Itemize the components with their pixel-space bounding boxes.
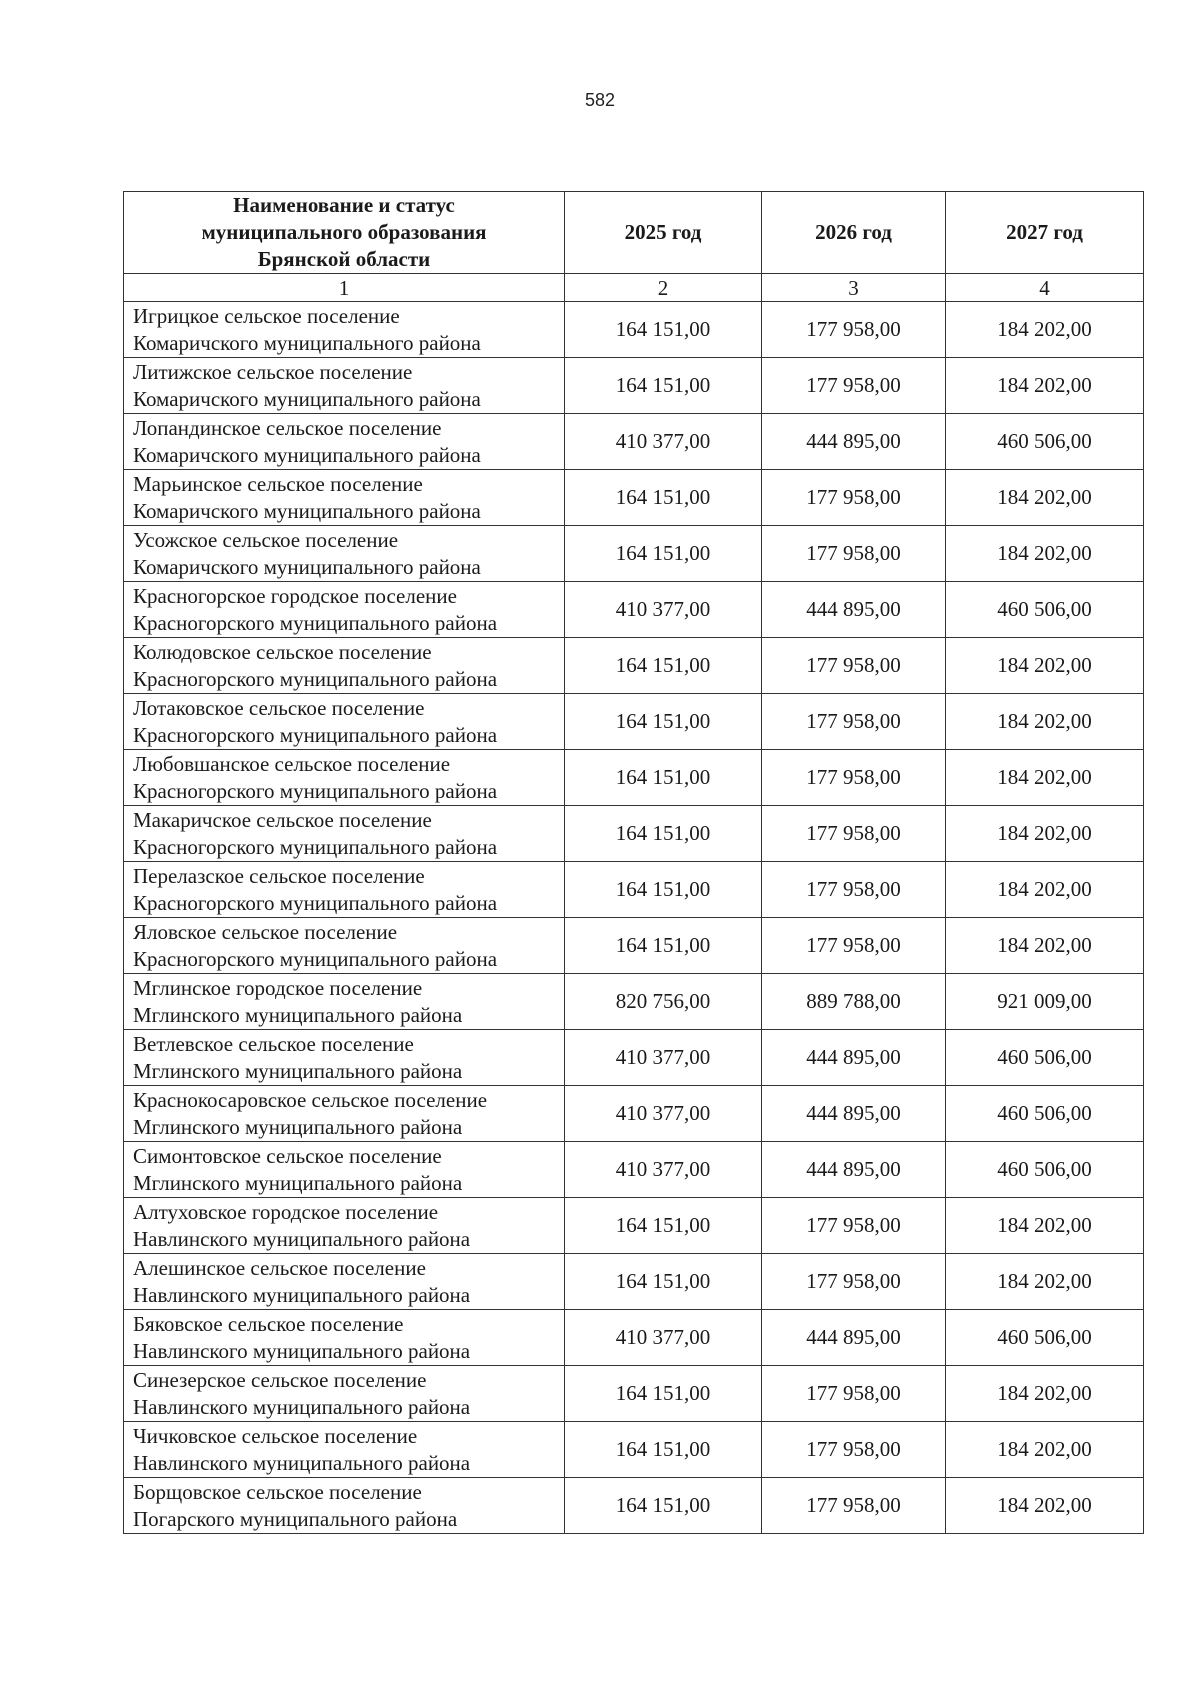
municipality-name-cell [124, 1086, 565, 1142]
value-2025-cell: 164 151,00 [565, 1422, 762, 1478]
value-2027-cell: 460 506,00 [946, 1310, 1144, 1366]
municipality-name-line: Чичковское сельское поселение [133, 1423, 418, 1448]
municipality-name-cell [124, 862, 565, 918]
index-cell: 1 [124, 274, 565, 302]
header-name-line: муниципального образования [201, 220, 487, 244]
header-2027: 2027 год [946, 192, 1144, 274]
value-2025-cell: 164 151,00 [565, 806, 762, 862]
value-2025-cell: 164 151,00 [565, 862, 762, 918]
municipality-name-cell [124, 1478, 565, 1534]
value-2027-cell: 460 506,00 [946, 414, 1144, 470]
municipality-name-line: Бяковское сельское поселение [133, 1311, 404, 1336]
value-2027-cell: 184 202,00 [946, 750, 1144, 806]
value-2025-cell: 410 377,00 [565, 582, 762, 638]
municipality-name-line: Литижское сельское поселение [133, 359, 413, 384]
table-row [124, 1366, 1144, 1422]
table-row [124, 638, 1144, 694]
table-row [124, 414, 1144, 470]
value-2025-cell: 164 151,00 [565, 918, 762, 974]
municipality-name-line: Мглинское городское поселение [133, 975, 423, 1000]
value-2026-cell: 444 895,00 [762, 582, 946, 638]
value-2026-cell: 177 958,00 [762, 358, 946, 414]
value-2026-cell: 177 958,00 [762, 526, 946, 582]
value-2027-cell: 460 506,00 [946, 582, 1144, 638]
table-row [124, 862, 1144, 918]
value-2025-cell: 164 151,00 [565, 1366, 762, 1422]
value-2025-cell: 164 151,00 [565, 750, 762, 806]
municipality-name-line: Марьинское сельское поселение [133, 471, 423, 496]
value-2025-cell: 410 377,00 [565, 1086, 762, 1142]
value-2026-cell: 444 895,00 [762, 1142, 946, 1198]
value-2025-cell: 410 377,00 [565, 1142, 762, 1198]
header-2025: 2025 год [565, 192, 762, 274]
value-2026-cell: 177 958,00 [762, 918, 946, 974]
value-2025-cell: 820 756,00 [565, 974, 762, 1030]
municipality-name-cell [124, 1142, 565, 1198]
value-2025-cell: 164 151,00 [565, 358, 762, 414]
table-row [124, 582, 1144, 638]
value-2027-cell: 184 202,00 [946, 358, 1144, 414]
value-2027-cell: 184 202,00 [946, 806, 1144, 862]
value-2026-cell: 177 958,00 [762, 806, 946, 862]
municipality-name-cell [124, 582, 565, 638]
municipality-name-line: Алтуховское городское поселение [133, 1199, 439, 1224]
value-2026-cell: 444 895,00 [762, 414, 946, 470]
value-2027-cell: 184 202,00 [946, 694, 1144, 750]
value-2027-cell: 184 202,00 [946, 470, 1144, 526]
municipality-name-cell [124, 1198, 565, 1254]
table-row [124, 694, 1144, 750]
value-2025-cell: 164 151,00 [565, 694, 762, 750]
value-2026-cell: 444 895,00 [762, 1086, 946, 1142]
municipality-name-cell [124, 806, 565, 862]
table-body [124, 302, 1144, 1534]
table-row [124, 1030, 1144, 1086]
municipality-name-line: Красногорского муниципального района [133, 778, 498, 803]
value-2025-cell: 410 377,00 [565, 1030, 762, 1086]
value-2025-cell: 164 151,00 [565, 1478, 762, 1534]
municipality-name-line: Мглинского муниципального района [133, 1002, 463, 1027]
municipality-name-line: Перелазское сельское поселение [133, 863, 425, 888]
value-2027-cell: 184 202,00 [946, 1254, 1144, 1310]
value-2027-cell: 184 202,00 [946, 1422, 1144, 1478]
municipality-name-cell [124, 1366, 565, 1422]
municipality-name-line: Красногорского муниципального района [133, 834, 498, 859]
value-2027-cell: 184 202,00 [946, 918, 1144, 974]
municipality-name-cell [124, 638, 565, 694]
table-row [124, 526, 1144, 582]
municipality-name-cell [124, 1030, 565, 1086]
municipality-name-line: Комаричского муниципального района [133, 498, 481, 523]
municipality-name-cell [124, 414, 565, 470]
municipality-name-line: Мглинского муниципального района [133, 1114, 463, 1139]
value-2025-cell: 164 151,00 [565, 1198, 762, 1254]
page-number: 582 [584, 90, 616, 110]
value-2027-cell: 184 202,00 [946, 1198, 1144, 1254]
municipality-name-line: Игрицкое сельское поселение [133, 303, 400, 328]
municipality-name-line: Алешинское сельское поселение [133, 1255, 426, 1280]
value-2026-cell: 177 958,00 [762, 1198, 946, 1254]
municipality-name-line: Любовшанское сельское поселение [133, 751, 451, 776]
municipality-name-cell [124, 358, 565, 414]
municipality-name-line: Комаричского муниципального района [133, 386, 481, 411]
table-row [124, 302, 1144, 358]
table-row [124, 470, 1144, 526]
municipality-name-line: Красногорское городское поселение [133, 583, 457, 608]
municipality-name-line: Навлинского муниципального района [133, 1282, 471, 1307]
municipality-name-line: Яловское сельское поселение [133, 919, 398, 944]
value-2027-cell: 460 506,00 [946, 1030, 1144, 1086]
municipality-name-line: Красногорского муниципального района [133, 610, 498, 635]
value-2027-cell: 460 506,00 [946, 1086, 1144, 1142]
table-row [124, 1198, 1144, 1254]
municipality-name-line: Синезерское сельское поселение [133, 1367, 427, 1392]
municipality-name-cell [124, 1422, 565, 1478]
header-row [124, 192, 1144, 274]
municipality-name-line: Навлинского муниципального района [133, 1394, 471, 1419]
municipality-name-line: Красногорского муниципального района [133, 666, 498, 691]
municipality-name-cell [124, 470, 565, 526]
municipality-name-line: Навлинского муниципального района [133, 1338, 471, 1363]
municipality-name-cell [124, 302, 565, 358]
table-row [124, 1142, 1144, 1198]
municipality-name-line: Колюдовское сельское поселение [133, 639, 432, 664]
value-2026-cell: 177 958,00 [762, 750, 946, 806]
value-2026-cell: 177 958,00 [762, 1478, 946, 1534]
value-2027-cell: 184 202,00 [946, 1366, 1144, 1422]
municipality-name-cell [124, 694, 565, 750]
municipality-name-cell [124, 1310, 565, 1366]
table-row [124, 806, 1144, 862]
header-name-line: Брянской области [257, 247, 431, 271]
municipality-name-line: Усожское сельское поселение [133, 527, 399, 552]
value-2026-cell: 177 958,00 [762, 470, 946, 526]
value-2027-cell: 184 202,00 [946, 526, 1144, 582]
header-name-column [124, 192, 565, 274]
index-row [124, 274, 1144, 302]
municipality-name-cell [124, 918, 565, 974]
value-2026-cell: 177 958,00 [762, 302, 946, 358]
municipality-name-line: Красногорского муниципального района [133, 946, 498, 971]
municipality-name-cell [124, 974, 565, 1030]
table-row [124, 358, 1144, 414]
value-2026-cell: 177 958,00 [762, 1422, 946, 1478]
value-2025-cell: 164 151,00 [565, 638, 762, 694]
value-2027-cell: 921 009,00 [946, 974, 1144, 1030]
municipality-name-cell [124, 1254, 565, 1310]
index-cell: 3 [762, 274, 946, 302]
table-row [124, 974, 1144, 1030]
table-row [124, 1254, 1144, 1310]
municipality-name-line: Навлинского муниципального района [133, 1226, 471, 1251]
municipality-name-line: Мглинского муниципального района [133, 1058, 463, 1083]
value-2027-cell: 184 202,00 [946, 638, 1144, 694]
value-2025-cell: 164 151,00 [565, 526, 762, 582]
value-2025-cell: 164 151,00 [565, 302, 762, 358]
municipality-name-line: Погарского муниципального района [133, 1506, 458, 1531]
value-2027-cell: 184 202,00 [946, 1478, 1144, 1534]
value-2025-cell: 164 151,00 [565, 470, 762, 526]
value-2026-cell: 177 958,00 [762, 1366, 946, 1422]
value-2027-cell: 184 202,00 [946, 302, 1144, 358]
municipality-name-line: Комаричского муниципального района [133, 554, 481, 579]
value-2025-cell: 410 377,00 [565, 414, 762, 470]
index-cell: 2 [565, 274, 762, 302]
header-name-line: Наименование и статус [233, 193, 455, 217]
municipality-name-line: Лотаковское сельское поселение [133, 695, 425, 720]
value-2026-cell: 444 895,00 [762, 1030, 946, 1086]
municipality-name-cell [124, 526, 565, 582]
municipality-name-line: Навлинского муниципального района [133, 1450, 471, 1475]
budget-table [123, 191, 1144, 1534]
value-2026-cell: 177 958,00 [762, 1254, 946, 1310]
table-row [124, 1086, 1144, 1142]
municipality-name-line: Мглинского муниципального района [133, 1170, 463, 1195]
value-2026-cell: 889 788,00 [762, 974, 946, 1030]
table-row [124, 750, 1144, 806]
municipality-name-line: Ветлевское сельское поселение [133, 1031, 414, 1056]
municipality-name-cell [124, 750, 565, 806]
municipality-name-line: Лопандинское сельское поселение [133, 415, 442, 440]
table-row [124, 1422, 1144, 1478]
table-row [124, 1310, 1144, 1366]
value-2026-cell: 177 958,00 [762, 638, 946, 694]
table-row [124, 1478, 1144, 1534]
municipality-name-line: Симонтовское сельское поселение [133, 1143, 442, 1168]
municipality-name-line: Комаричского муниципального района [133, 442, 481, 467]
value-2026-cell: 444 895,00 [762, 1310, 946, 1366]
municipality-name-line: Красногорского муниципального района [133, 890, 498, 915]
value-2025-cell: 410 377,00 [565, 1310, 762, 1366]
value-2026-cell: 177 958,00 [762, 862, 946, 918]
municipality-name-line: Борщовское сельское поселение [133, 1479, 422, 1504]
value-2027-cell: 184 202,00 [946, 862, 1144, 918]
value-2027-cell: 460 506,00 [946, 1142, 1144, 1198]
value-2026-cell: 177 958,00 [762, 694, 946, 750]
value-2025-cell: 164 151,00 [565, 1254, 762, 1310]
municipality-name-line: Красногорского муниципального района [133, 722, 498, 747]
index-cell: 4 [946, 274, 1144, 302]
municipality-name-line: Макаричское сельское поселение [133, 807, 432, 832]
municipality-name-line: Комаричского муниципального района [133, 330, 481, 355]
table-row [124, 918, 1144, 974]
municipality-name-line: Краснокосаровское сельское поселение [133, 1087, 488, 1112]
header-2026: 2026 год [762, 192, 946, 274]
